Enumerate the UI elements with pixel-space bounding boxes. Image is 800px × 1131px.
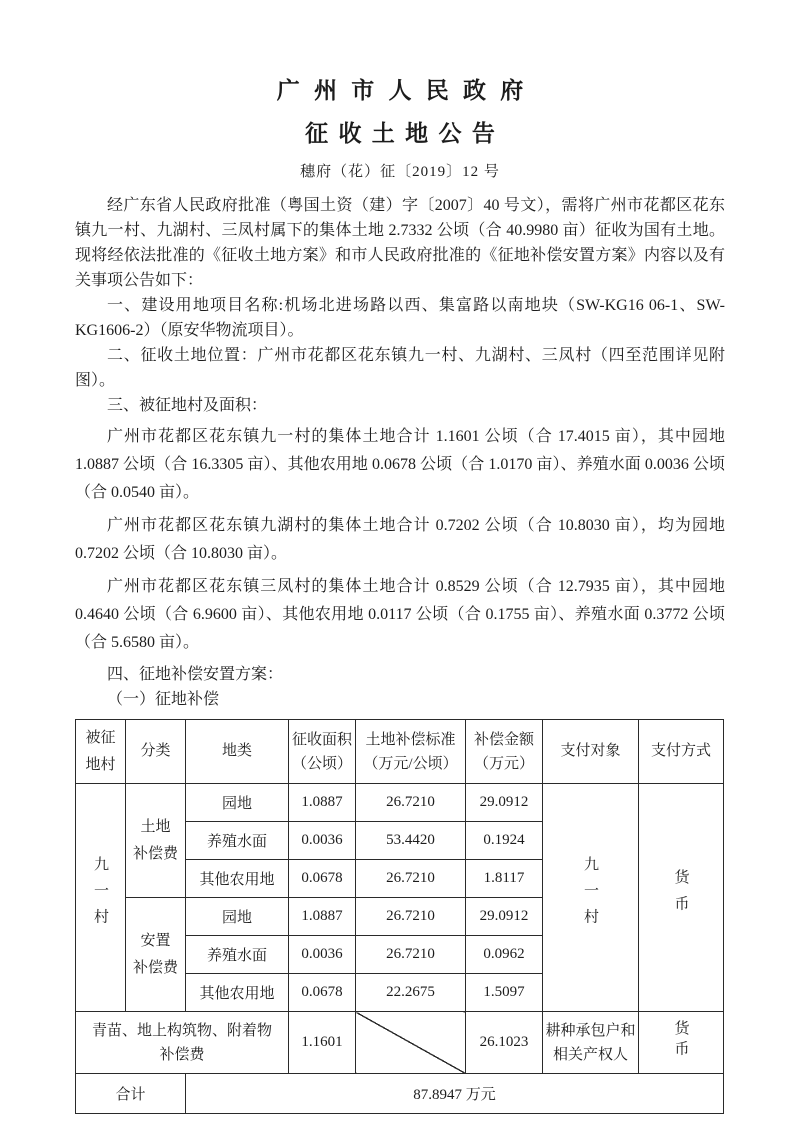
cell-category-resettle: 安置 补偿费: [126, 898, 186, 1012]
paragraph-village-jiuyi: 广州市花都区花东镇九一村的集体土地合计 1.1601 公顷（合 17.4015 亩），其中园地 1.0887 公顷（合 16.3305 亩）、其他农用地 0.0678 公顷（合 1.0170 亩）、养殖水面 0.0036 公顷（合 0.0540 亩）。: [75, 428, 725, 501]
cell-crops-label: 青苗、地上构筑物、附着物 补偿费: [76, 1012, 289, 1074]
paragraph-intro: 经广东省人民政府批准（粤国土资（建）字〔2007〕40 号文），需将广州市花都区花东镇九一村、九湖村、三凤村属下的集体土地 2.7332 公顷（合 40.9980 亩）征收为国有土地。现将经依法批准的《征收土地方案》和市人民政府批准的《征地补偿安置方案》内容以及有关事项公告如下：: [75, 197, 725, 289]
document-subtitle: 征收土地公告: [305, 121, 506, 146]
paragraph-plan-heading: 四、征地补偿安置方案：: [107, 666, 284, 683]
cell-standard: 26.7210: [356, 860, 466, 898]
total-row: [76, 1074, 724, 1114]
cell-total-label: 合计: [76, 1074, 186, 1114]
compensation-table: [75, 719, 724, 1114]
cell-total-value: 87.8947 万元: [186, 1074, 724, 1114]
cell-village: 九一村: [76, 784, 126, 1012]
header-category: 分类: [126, 720, 186, 784]
paragraph-compensation-heading: （一）征地补偿: [107, 691, 220, 708]
header-method: 支付方式: [639, 720, 724, 784]
document-title: 广州市人民政府: [276, 78, 538, 103]
paragraph-villages-heading: 三、被征地村及面积：: [107, 397, 268, 414]
cell-amount: 1.5097: [466, 974, 543, 1012]
cell-diagonal-blank: [356, 1012, 466, 1074]
cell-crops-payee: 耕种承包户和 相关产权人: [543, 1012, 639, 1074]
table-row: [76, 784, 724, 822]
cell-area: 1.0887: [289, 784, 356, 822]
cell-land-type: 养殖水面: [186, 936, 289, 974]
cell-area: 0.0036: [289, 936, 356, 974]
crops-compensation-row: [76, 1012, 724, 1074]
cell-amount: 1.8117: [466, 860, 543, 898]
cell-amount: 0.1924: [466, 822, 543, 860]
header-standard: 土地补偿标准 （万元/公顷）: [356, 720, 466, 784]
table-header-row: [76, 720, 724, 784]
cell-amount: 29.0912: [466, 784, 543, 822]
paragraph-location: 二、征收土地位置：广州市花都区花东镇九一村、九湖村、三凤村（四至范围详见附图）。: [75, 347, 725, 389]
cell-land-type: 其他农用地: [186, 974, 289, 1012]
document-number: 穗府（花）征〔2019〕12 号: [300, 164, 500, 180]
cell-amount: 0.0962: [466, 936, 543, 974]
cell-standard: 26.7210: [356, 898, 466, 936]
paragraph-village-sanfeng: 广州市花都区花东镇三凤村的集体土地合计 0.8529 公顷（合 12.7935 亩），其中园地 0.4640 公顷（合 6.9600 亩）、其他农用地 0.0117 公顷（合 0.1755 亩）、养殖水面 0.3772 公顷（合 5.6580 亩）。: [75, 578, 725, 651]
cell-standard: 22.2675: [356, 974, 466, 1012]
cell-land-type: 其他农用地: [186, 860, 289, 898]
cell-area: 1.0887: [289, 898, 356, 936]
cell-crops-area: 1.1601: [289, 1012, 356, 1074]
cell-crops-method: 货币: [639, 1012, 724, 1074]
cell-category-land: 土地 补偿费: [126, 784, 186, 898]
cell-land-type: 养殖水面: [186, 822, 289, 860]
cell-standard: 26.7210: [356, 936, 466, 974]
cell-area: 0.0036: [289, 822, 356, 860]
cell-land-type: 园地: [186, 898, 289, 936]
cell-area: 0.0678: [289, 974, 356, 1012]
cell-crops-amount: 26.1023: [466, 1012, 543, 1074]
header-area: 征收面积 （公顷）: [289, 720, 356, 784]
cell-standard: 26.7210: [356, 784, 466, 822]
cell-amount: 29.0912: [466, 898, 543, 936]
cell-standard: 53.4420: [356, 822, 466, 860]
header-payee: 支付对象: [543, 720, 639, 784]
paragraph-village-jiuhu: 广州市花都区花东镇九湖村的集体土地合计 0.7202 公顷（合 10.8030 亩），均为园地 0.7202 公顷（合 10.8030 亩）。: [75, 517, 725, 562]
header-amount: 补偿金额 （万元）: [466, 720, 543, 784]
cell-method: 货币: [639, 784, 724, 1012]
header-village: 被征 地村: [76, 720, 126, 784]
header-land-type: 地类: [186, 720, 289, 784]
cell-payee: 九一村: [543, 784, 639, 1012]
cell-area: 0.0678: [289, 860, 356, 898]
cell-land-type: 园地: [186, 784, 289, 822]
paragraph-project-name: 一、建设用地项目名称:机场北进场路以西、集富路以南地块（SW-KG16 06-1、SW-KG1606-2）（原安华物流项目）。: [75, 297, 725, 339]
